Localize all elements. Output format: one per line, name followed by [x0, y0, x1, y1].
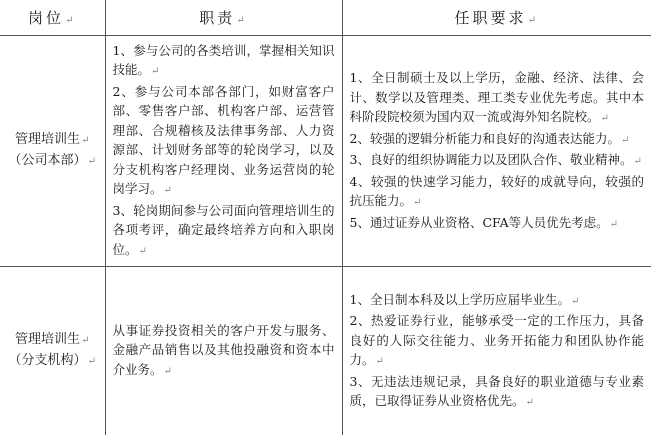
- header-duties: 职责↵: [105, 0, 342, 36]
- table-row: [0, 267, 651, 436]
- duty-item: 3、轮岗期间参与公司面向管理培训生的各项考评，确定最终培养方向和入职岗位。↵: [112, 202, 335, 257]
- paragraph-mark-icon: ↵: [570, 295, 580, 307]
- role-unit: （公司本部）: [8, 153, 87, 168]
- paragraph-mark-icon: ↵: [81, 135, 90, 146]
- requirement-item: 5、通过证券从业资格、CFA等人员优先考虑。↵: [349, 214, 619, 230]
- duty-item: 1、参与公司的各类培训，掌握相关知识技能。↵: [112, 42, 335, 78]
- paragraph-mark-icon: ↵: [87, 156, 96, 167]
- paragraph-mark-icon: ↵: [413, 197, 422, 208]
- role-name: 管理培训生: [15, 332, 81, 347]
- role-cell: [0, 36, 105, 267]
- paragraph-mark-icon: ↵: [600, 113, 609, 124]
- paragraph-mark-icon: ↵: [87, 356, 96, 367]
- requirements-cell: [342, 36, 651, 267]
- paragraph-mark-icon: ↵: [525, 397, 534, 408]
- header-requirements: 任职要求↵: [342, 0, 651, 36]
- requirement-item: 4、较强的快速学习能力，较好的成就导向，较强的抗压能力。↵: [349, 173, 644, 208]
- paragraph-mark-icon: ↵: [375, 356, 384, 367]
- paragraph-mark-icon: ↵: [609, 218, 619, 230]
- role-cell: [0, 267, 105, 436]
- header-position: 岗位↵: [0, 0, 105, 36]
- paragraph-mark-icon: ↵: [236, 15, 248, 26]
- paragraph-mark-icon: ↵: [163, 185, 172, 197]
- role-unit: （分支机构）: [8, 353, 87, 368]
- requirement-item: 1、全日制本科及以上学历应届毕业生。↵: [349, 291, 580, 307]
- table-header-row: [0, 0, 651, 36]
- paragraph-mark-icon: ↵: [138, 245, 147, 257]
- paragraph-mark-icon: ↵: [620, 134, 630, 146]
- paragraph-mark-icon: ↵: [163, 365, 172, 377]
- duties-cell: [105, 36, 342, 267]
- paragraph-mark-icon: ↵: [65, 15, 77, 26]
- paragraph-mark-icon: ↵: [527, 15, 539, 26]
- requirement-item: 2、较强的逻辑分析能力和良好的沟通表达能力。↵: [349, 130, 630, 146]
- requirement-item: 1、全日制硕士及以上学历，金融、经济、法律、会计、数学以及管理类、理工类专业优先考虑。其中本科阶段院校须为国内双一流或海外知名院校。↵: [349, 70, 644, 124]
- table-row: [0, 36, 651, 267]
- paragraph-mark-icon: ↵: [633, 156, 642, 167]
- requirement-item: 2、热爱证券行业，能够承受一定的工作压力，具备良好的人际交往能力、业务开拓能力和团队协作能力。↵: [349, 313, 644, 367]
- duty-item: 2、参与公司本部各部门，如财富客户部、零售客户部、机构客户部、运营管理部、合规稽核及法律事务部、人力资源部、计划财务部等的轮岗学习，以及分支机构客户经理岗、业务运营岗的轮岗学习。↵: [112, 83, 335, 197]
- role-name: 管理培训生: [15, 132, 81, 147]
- duties-cell: [105, 267, 342, 436]
- requirement-item: 3、良好的组织协调能力以及团队合作、敬业精神。↵: [349, 152, 642, 167]
- paragraph-mark-icon: ↵: [81, 335, 90, 346]
- paragraph-mark-icon: ↵: [151, 66, 160, 78]
- requirements-cell: [342, 267, 651, 436]
- requirement-item: 3、无违法违规记录，具备良好的职业道德与专业素质，已取得证券从业资格优先。↵: [349, 373, 644, 408]
- duty-item: 从事证券投资相关的客户开发与服务、金融产品销售以及其他投融资和资本中介业务。↵: [112, 322, 335, 377]
